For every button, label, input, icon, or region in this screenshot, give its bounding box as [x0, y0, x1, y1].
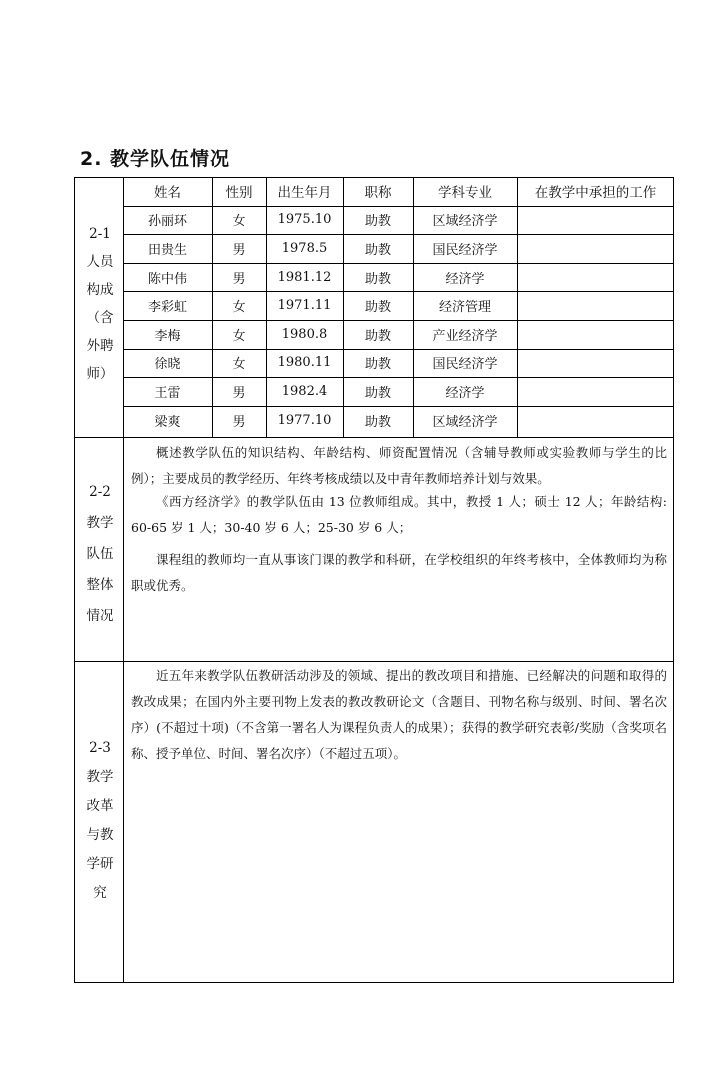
team-overview-text [131, 440, 667, 599]
cell-birth: 1982.4 [281, 383, 328, 399]
cell-duty [517, 206, 674, 235]
cell-name: 孙丽环 [147, 214, 187, 230]
cell-duty [517, 406, 674, 435]
overview-evaluation: 课程组的教师均一直从事该门课的教学和科研，在学校组织的年终考核中，全体教师均为称职或优秀。 [131, 552, 667, 593]
cell-title: 助教 [364, 242, 391, 258]
cell-title: 助教 [364, 300, 391, 316]
cell-major: 经济学 [445, 385, 485, 401]
cell-duty [517, 377, 674, 406]
teaching-research-text [131, 663, 667, 767]
header-duty: 在教学中承担的工作 [534, 185, 657, 202]
cell-major: 区域经济学 [432, 214, 498, 230]
cell-birth: 1975.10 [277, 212, 332, 228]
section-divider-1 [74, 437, 674, 438]
section-divider-2 [74, 661, 674, 662]
cell-name: 李彩虹 [147, 300, 187, 316]
cell-duty [517, 291, 674, 320]
section-2-2-label: 2-2 教学 队伍 整体 情况 [86, 484, 114, 624]
cell-title: 助教 [364, 357, 391, 373]
cell-title: 助教 [364, 385, 391, 401]
cell-gender: 女 [232, 300, 246, 316]
header-birth: 出生年月 [277, 185, 332, 202]
cell-title: 助教 [364, 414, 391, 430]
cell-gender: 男 [232, 385, 246, 401]
cell-major: 区域经济学 [432, 414, 498, 430]
cell-duty [517, 263, 674, 292]
cell-name: 田贵生 [147, 242, 187, 258]
cell-gender: 男 [232, 414, 246, 430]
overview-instructions: 概述教学队伍的知识结构、年龄结构、师资配置情况（含辅导教师或实验教师与学生的比例）；主要成员的教学经历、年终考核成绩以及中青年教师培养计划与效果。 [131, 445, 667, 486]
cell-birth: 1977.10 [277, 412, 332, 428]
section-2-1-label: 2-1 人员 构成 （含 外聘 师） [86, 226, 114, 382]
header-major: 学科专业 [438, 185, 492, 202]
cell-duty [517, 349, 674, 378]
cell-name: 陈中伟 [147, 271, 187, 287]
header-name: 姓名 [154, 185, 181, 202]
research-instructions: 近五年来教学队伍教研活动涉及的领域、提出的教改项目和措施、已经解决的问题和取得的教改成果；在国内外主要刊物上发表的教改教研论文（含题目、刊物名称与级别、时间、署名次序）(不超过十项)（不含第一署名人为课程负责人的成果）；获得的教学研究表彰/奖励（含奖项名称、授予单位、时间、署名次序）（不超过五项）。 [131, 668, 667, 761]
cell-title: 助教 [364, 214, 391, 230]
cell-major: 经济学 [445, 271, 485, 287]
cell-duty [517, 234, 674, 263]
cell-major: 产业经济学 [432, 328, 498, 344]
cell-gender: 女 [232, 357, 246, 373]
cell-birth: 1980.11 [277, 355, 332, 371]
cell-name: 王雷 [154, 385, 181, 401]
cell-gender: 男 [232, 271, 246, 287]
cell-gender: 女 [232, 214, 246, 230]
cell-birth: 1978.5 [281, 240, 328, 256]
cell-duty [517, 320, 674, 349]
cell-gender: 男 [232, 242, 246, 258]
overview-composition: 《西方经济学》的教学队伍由 13 位教师组成。其中，教授 1 人；硕士 12 人；年龄结构: 60-65 岁 1 人；30-40 岁 6 人；25-30 岁 6 人； [131, 494, 667, 535]
header-gender: 性别 [225, 185, 253, 202]
cell-title: 助教 [364, 328, 391, 344]
cell-birth: 1980.8 [281, 326, 328, 342]
cell-major: 国民经济学 [432, 242, 498, 258]
cell-birth: 1971.11 [277, 298, 332, 314]
cell-gender: 女 [232, 328, 246, 344]
cell-name: 梁爽 [154, 414, 181, 430]
section-title: 2. 教学队伍情况 [80, 148, 231, 170]
header-title: 职称 [364, 185, 392, 202]
cell-name: 徐晓 [154, 357, 181, 373]
cell-name: 李梅 [154, 328, 181, 344]
cell-major: 经济管理 [438, 300, 491, 316]
cell-title: 助教 [364, 271, 391, 287]
section-2-3-label: 2-3 教学 改革 与教 学研 究 [86, 740, 114, 901]
cell-major: 国民经济学 [432, 357, 498, 373]
cell-birth: 1981.12 [277, 269, 332, 285]
